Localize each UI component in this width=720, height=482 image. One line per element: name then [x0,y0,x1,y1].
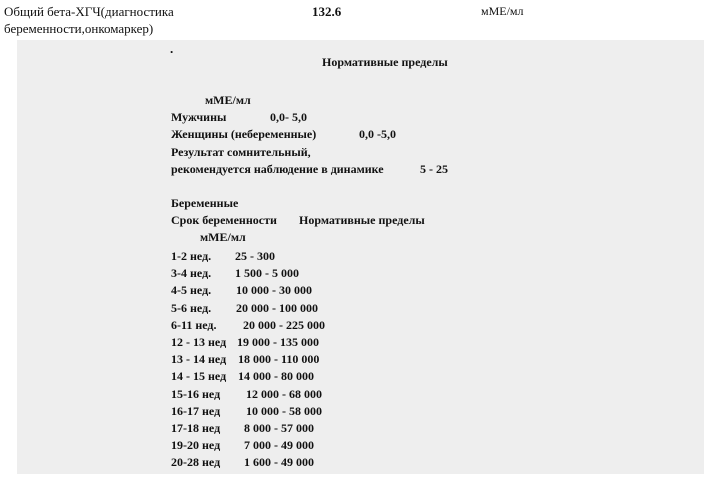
table-row [171,318,325,333]
table-row [171,249,275,264]
table-row [171,369,314,384]
pregnancy-term: 4-5 нед. [171,283,212,298]
pregnancy-range: 12 000 - 68 000 [246,386,322,401]
doubtful-line-2: рекомендуется наблюдение в динамике [171,162,384,176]
pregnancy-term: 1-2 нед. [171,249,212,263]
unit-header: мМЕ/мл [205,93,251,107]
doubtful-range: 5 - 25 [420,162,448,176]
result-row [0,0,720,40]
table-row [171,438,314,453]
pregnancy-term: 15-16 нед [171,386,221,401]
pregnancy-term: 3-4 нед. [171,266,212,281]
pregnancy-range: 10 000 - 58 000 [246,403,322,418]
table-row [171,301,318,316]
term-header: Срок беременности [171,213,277,227]
pregnancy-range: 7 000 - 49 000 [244,438,314,453]
pregnancy-term: 17-18 нед [171,421,221,435]
pregnancy-term: 20-28 нед [171,455,221,470]
pregnancy-range: 19 000 - 135 000 [237,335,319,349]
marker-dot: . [170,41,174,56]
men-range: 0,0- 5,0 [270,110,307,124]
pregnancy-range: 25 - 300 [235,249,275,263]
reference-title: Нормативные пределы [322,55,448,69]
pregnancy-range: 18 000 - 110 000 [238,352,320,367]
doubtful-line-1: Результат сомнительный, [171,145,311,159]
pregnancy-range: 14 000 - 80 000 [238,369,314,384]
test-name: Общий бета-ХГЧ(диагностика беременности,онкомаркер) [4,4,174,36]
table-row [171,352,319,367]
women-range: 0,0 -5,0 [359,127,396,141]
pregnancy-term: 12 - 13 нед [171,335,227,349]
pregnancy-range: 20 000 - 225 000 [243,317,325,332]
table-row [171,335,319,350]
pregnancy-range: 1 600 - 49 000 [244,455,314,470]
pregnancy-term: 14 - 15 нед [171,369,227,384]
men-label: Мужчины [171,110,227,124]
pregnancy-term: 16-17 нед [171,403,221,418]
pregnancy-range: 1 500 - 5 000 [235,266,299,281]
pregnancy-term: 19-20 нед [171,438,221,453]
table-row [171,266,299,281]
pregnant-header: Беременные [171,196,239,210]
test-value: 132.6 [312,4,342,19]
reference-panel [17,40,704,474]
pregnancy-range: 10 000 - 30 000 [236,283,312,298]
pregnant-unit: мМЕ/мл [200,230,246,244]
women-label: Женщины (небеременные) [171,127,317,141]
pregnancy-range: 8 000 - 57 000 [244,421,314,435]
table-row [171,387,322,402]
table-row [171,421,314,436]
table-row [171,283,312,298]
test-unit: мМЕ/мл [481,4,524,18]
table-row [171,404,322,419]
pregnancy-term: 5-6 нед. [171,300,212,315]
pregnancy-term: 6-11 нед. [171,317,217,332]
pregnancy-term: 13 - 14 нед [171,352,227,367]
pregnancy-range: 20 000 - 100 000 [236,300,318,315]
norm-header: Нормативные пределы [299,213,425,227]
table-row [171,455,314,470]
